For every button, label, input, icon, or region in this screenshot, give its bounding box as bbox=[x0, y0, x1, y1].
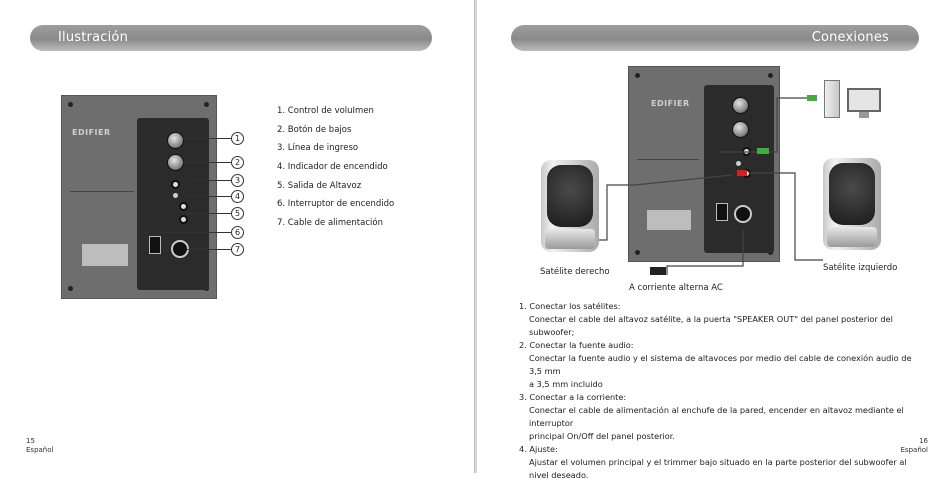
callout-6: 6 bbox=[231, 226, 244, 239]
step-heading: 1. Conectar los satélites: bbox=[519, 301, 621, 311]
green-plug-icon bbox=[757, 148, 769, 154]
step-body: a 3,5 mm incluido bbox=[529, 379, 603, 389]
line-in-jack bbox=[171, 180, 180, 189]
satellite-speaker-left bbox=[823, 158, 881, 250]
callout-1: 1 bbox=[231, 132, 244, 145]
callout-4: 4 bbox=[231, 190, 244, 203]
legend-item: 6. Interruptor de encendido bbox=[277, 199, 395, 210]
callout-line bbox=[183, 138, 231, 139]
red-plug-icon bbox=[737, 170, 747, 176]
callout-2: 2 bbox=[231, 156, 244, 169]
callout-line bbox=[160, 232, 231, 233]
speaker-base bbox=[545, 229, 595, 249]
legend-item: 7. Cable de alimentación bbox=[277, 218, 383, 229]
legend-item: 4. Indicador de encendido bbox=[277, 162, 388, 173]
callout-line bbox=[190, 196, 231, 197]
step-body: principal On/Off del panel posterior. bbox=[529, 431, 675, 441]
legend-item: 3. Línea de ingreso bbox=[277, 143, 359, 154]
brand-logo: EDIFIER bbox=[651, 99, 690, 108]
step-body: Conectar la fuente audio y el sistema de altavoces por medio del cable de conexión audio de 3,5 mm bbox=[529, 353, 912, 376]
callout-5: 5 bbox=[231, 207, 244, 220]
satellite-right-label: Satélite derecho bbox=[540, 267, 610, 277]
footer-language: Español bbox=[900, 446, 928, 454]
monitor-icon bbox=[847, 88, 881, 112]
step-body: Ajustar el volumen principal y el trimmer bajo situado en la parte posterior del subwoofer al nivel deseado. bbox=[529, 457, 907, 480]
divider bbox=[70, 191, 134, 192]
brand-logo: EDIFIER bbox=[72, 128, 111, 137]
satellite-left-label: Satélite izquierdo bbox=[823, 263, 898, 273]
power-led bbox=[173, 193, 178, 198]
rear-control-panel bbox=[137, 118, 209, 290]
step-heading: 3. Conectar a la corriente: bbox=[519, 392, 627, 402]
warning-label bbox=[82, 244, 128, 266]
page-footer bbox=[26, 437, 53, 455]
callout-line bbox=[186, 249, 231, 250]
speaker-grill bbox=[547, 165, 593, 227]
satellite-speaker-right bbox=[541, 160, 599, 252]
step-heading: 2. Conectar la fuente audio: bbox=[519, 340, 634, 350]
speaker-out-jack bbox=[179, 202, 188, 211]
power-switch bbox=[149, 236, 161, 254]
speaker-base bbox=[827, 227, 877, 247]
screw-icon bbox=[204, 102, 209, 107]
subwoofer-rear-illustration bbox=[61, 95, 217, 299]
section-title-bar bbox=[511, 25, 919, 51]
green-plug-icon bbox=[807, 95, 817, 101]
bass-knob bbox=[167, 154, 184, 171]
speaker-grill bbox=[829, 163, 875, 225]
power-cable bbox=[667, 230, 743, 275]
callout-line bbox=[183, 162, 231, 163]
illustration-legend bbox=[277, 106, 394, 237]
left-page bbox=[0, 0, 474, 473]
legend-item: 1. Control de voluImen bbox=[277, 106, 374, 116]
screw-icon bbox=[68, 102, 73, 107]
computer-tower-icon bbox=[824, 80, 840, 118]
monitor-stand-icon bbox=[859, 112, 869, 118]
callout-3: 3 bbox=[231, 174, 244, 187]
callout-7: 7 bbox=[231, 243, 244, 256]
ac-power-label: A corriente alterna AC bbox=[629, 283, 723, 293]
audio-cable bbox=[719, 98, 817, 152]
speaker-cable-left bbox=[749, 173, 823, 260]
callout-line bbox=[187, 180, 231, 181]
step-body: Conectar el cable del altavoz satélite, a la puerta "SPEAKER OUT" del panel posterior del subwoofer; bbox=[529, 314, 893, 337]
step-body: Conectar el cable de alimentación al enchufe de la pared, encender en altavoz mediante el interruptor bbox=[529, 405, 904, 428]
section-title: Ilustración bbox=[58, 30, 129, 45]
power-plug-icon bbox=[650, 267, 666, 275]
connection-steps bbox=[519, 300, 919, 482]
footer-language: Español bbox=[26, 446, 54, 454]
speaker-out-jack bbox=[179, 215, 188, 224]
volume-knob bbox=[167, 132, 184, 149]
legend-item: 2. Botón de bajos bbox=[277, 124, 352, 135]
callout-line bbox=[186, 213, 231, 214]
section-title: Conexiones bbox=[811, 30, 889, 45]
step-heading: 4. Ajuste: bbox=[519, 444, 558, 454]
legend-item: 5. Salida de Altavoz bbox=[277, 180, 362, 191]
page-number: 16 bbox=[919, 437, 928, 445]
screw-icon bbox=[68, 286, 73, 291]
page-number: 15 bbox=[26, 437, 35, 445]
section-title-bar bbox=[30, 25, 432, 51]
